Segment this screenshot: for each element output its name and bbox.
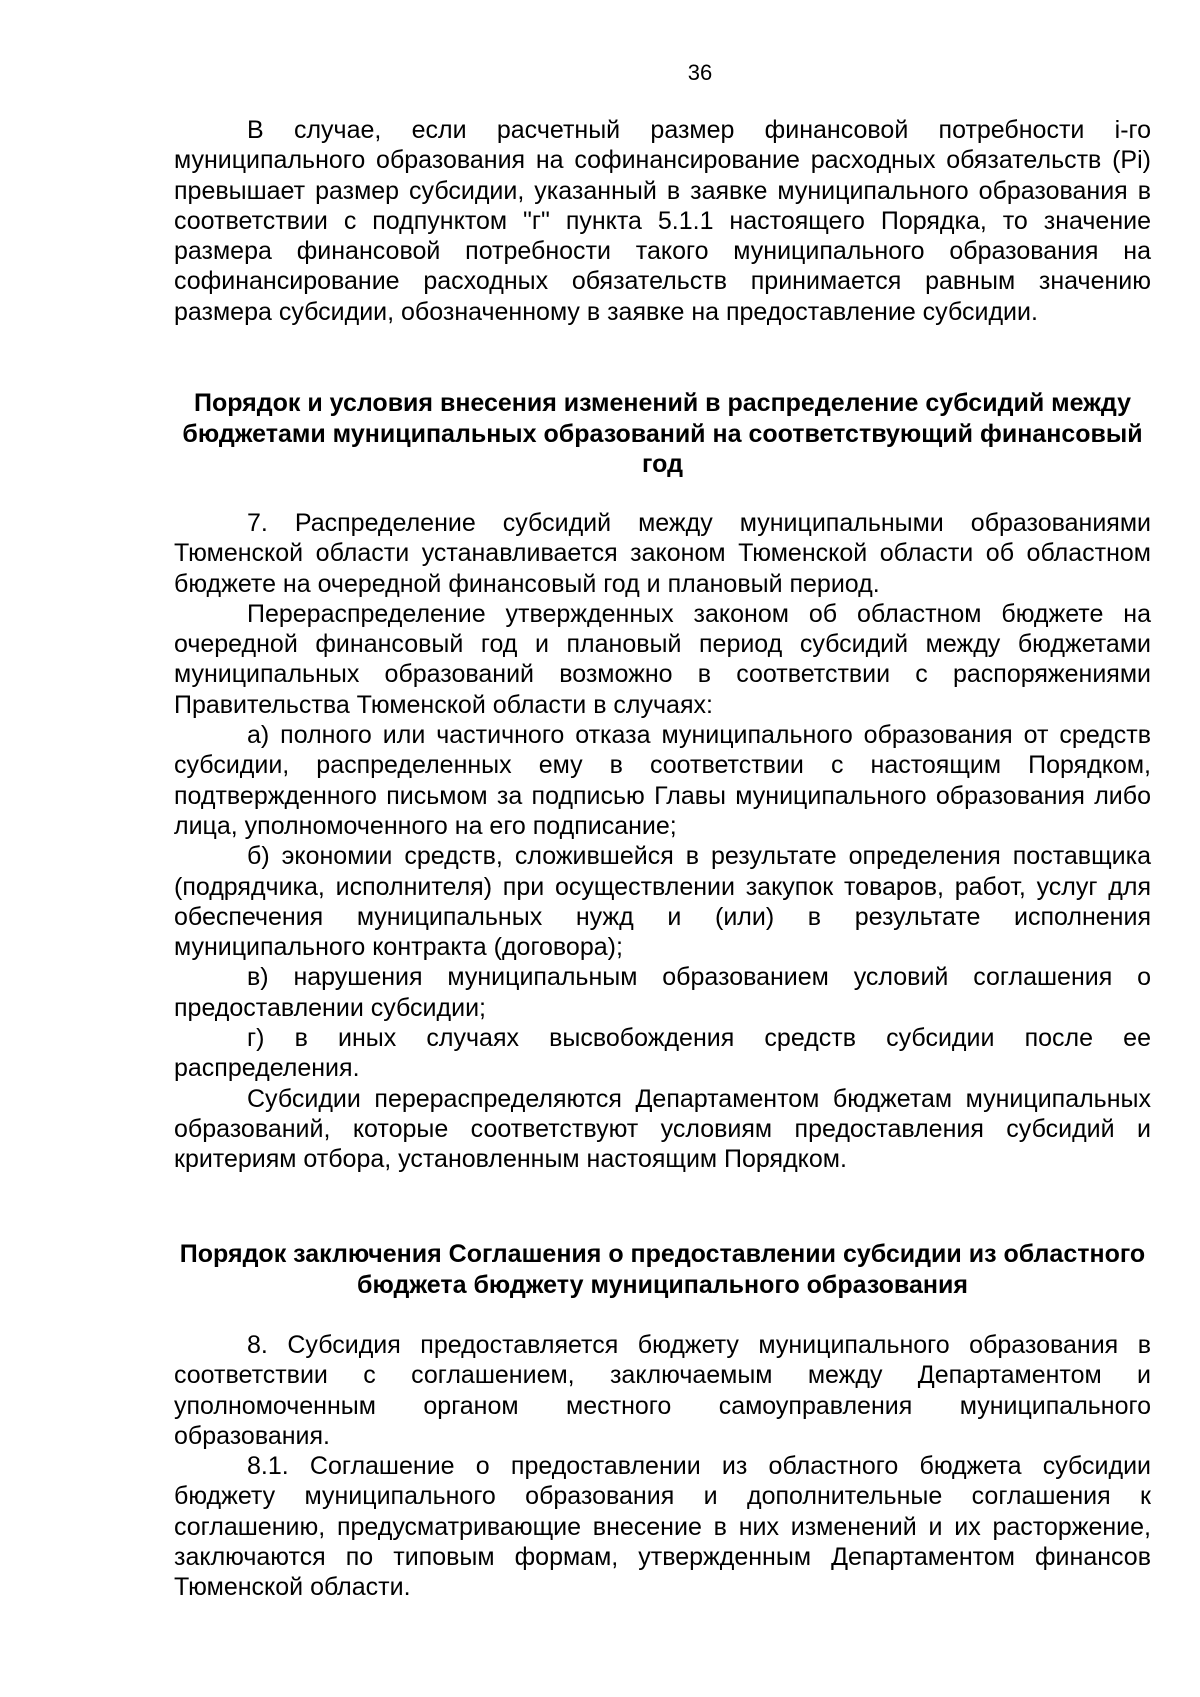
paragraph: 8.1. Соглашение о предоставлении из областного бюджета субсидии бюджету муниципального образования и дополнительные соглашения к соглашению, предусматривающие внесение в них изменений и их расторжение, заключаются по типовым формам, утвержденным Департаментом финансов Тюменской области. xyxy=(174,1452,1151,1602)
page-number: 36 xyxy=(687,60,713,85)
paragraph: 8. Субсидия предоставляется бюджету муниципального образования в соответствии с соглашением, заключаемым между Департаментом и уполномоченным органом местного самоуправления муниципального образования. xyxy=(174,1331,1151,1450)
list-item: б) экономии средств, сложившейся в результате определения поставщика (подрядчика, исполнителя) при осуществлении закупок товаров, работ, услуг для обеспечения муниципальных нужд и (или) в результате исполнения муниципального контракта (договора); xyxy=(174,842,1151,962)
list-item: в) нарушения муниципальным образованием условий соглашения о предоставлении субсидии; xyxy=(174,963,1151,1022)
list-item: г) в иных случаях высвобождения средств субсидии после ее распределения. xyxy=(174,1024,1151,1083)
section-heading-text: Порядок заключения Соглашения о предоставлении субсидии из областного бюджета бюджету муниципального образования xyxy=(179,1240,1146,1299)
redistribution-block xyxy=(174,508,1151,1175)
paragraph: 7. Распределение субсидий между муниципальными образованиями Тюменской области устанавливается законом Тюменской области об областном бюджете на очередной финансовый год и плановый период. xyxy=(174,509,1151,598)
section-heading-text: Порядок и условия внесения изменений в распределение субсидий между бюджетами муниципальных образований на соответствующий финансовый год xyxy=(182,389,1143,478)
paragraph: Перераспределение утвержденных законом об областном бюджете на очередной финансовый год и плановый период субсидий между бюджетами муниципальных образований возможно в соответствии с распоряжениями Правительства Тюменской области в случаях: xyxy=(174,599,1151,719)
intro-block xyxy=(174,115,1151,327)
section-heading xyxy=(174,388,1151,480)
section-heading xyxy=(174,1239,1151,1300)
list-item: а) полного или частичного отказа муниципального образования от средств субсидии, распределенных ему в соответствии с настоящим Порядком, подтвержденного письмом за подписью Главы муниципального образования либо лица, уполномоченного на его подписание; xyxy=(174,721,1151,840)
paragraph: Субсидии перераспределяются Департаментом бюджетам муниципальных образований, которые соответствуют условиям предоставления субсидий и критериям отбора, установленным настоящим Порядком. xyxy=(174,1084,1151,1174)
agreement-block xyxy=(174,1330,1151,1603)
paragraph: В случае, если расчетный размер финансовой потребности i-го муниципального образования на софинансирование расходных обязательств (Pi) превышает размер субсидии, указанный в заявке муниципального образования в соответствии с подпунктом "г" пункта 5.1.1 настоящего Порядка, то значение размера финансовой потребности такого муниципального образования на софинансирование расходных обязательств принимается равным значению размера субсидии, обозначенному в заявке на предоставление субсидии. xyxy=(174,116,1151,326)
